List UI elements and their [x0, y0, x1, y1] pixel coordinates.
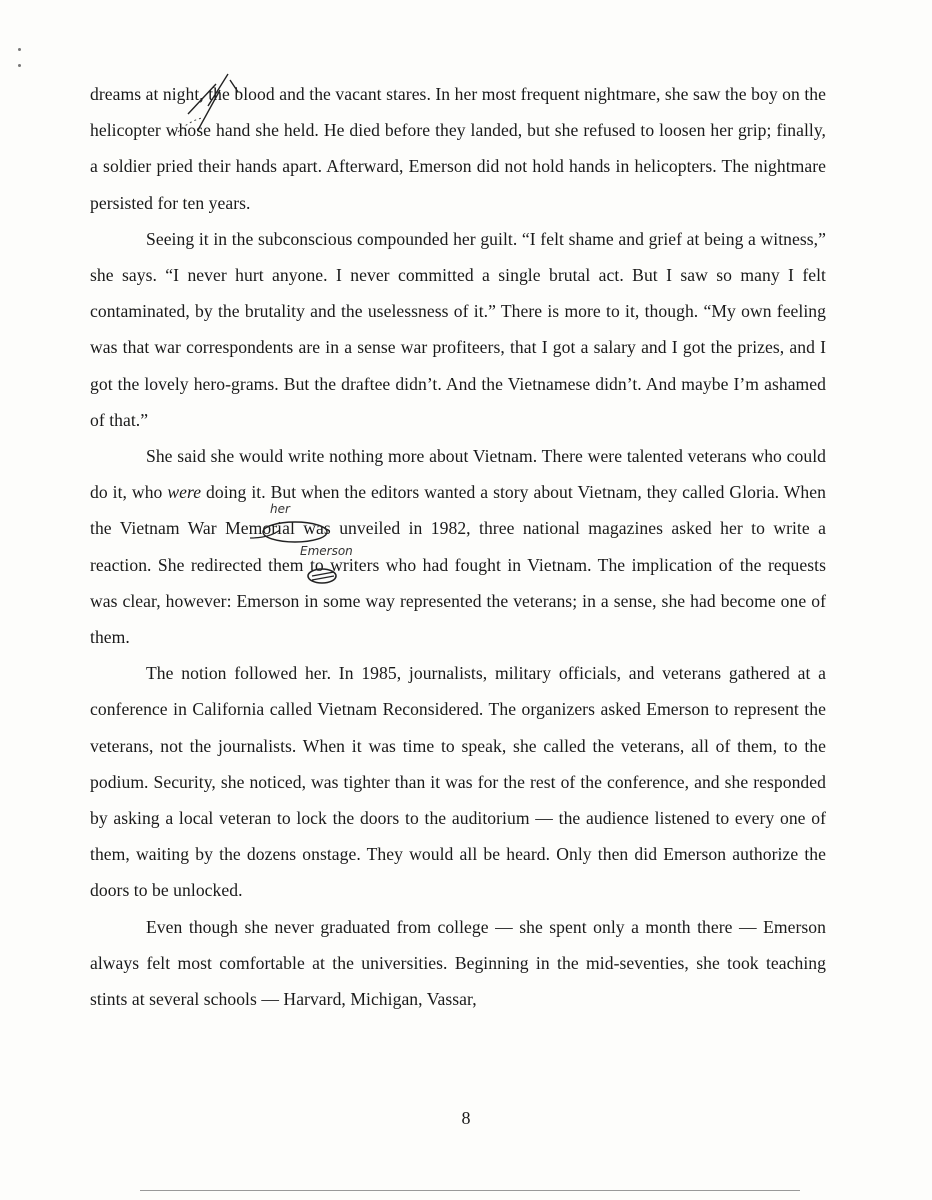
- handwritten-emerson: Emerson: [300, 544, 353, 558]
- page-number: 8: [461, 1108, 471, 1128]
- scan-speck: [18, 64, 21, 67]
- paragraph-3: [90, 438, 826, 655]
- bottom-divider: [140, 1190, 800, 1191]
- paragraph-4: The notion followed her. In 1985, journalists, military officials, and veterans gathered at a conference in California called Vietnam Reconsidered. The organizers asked Emerson to represent the veterans, not the journalists. When it was time to speak, she called the veterans, all of them, to the podium. Security, she noticed, was tighter than it was for the rest of the conference, and she responded by asking a local veteran to lock the doors to the auditorium — the audience listened to every one of them, waiting by the dozens onstage. They would all be heard. Only then did Emerson authorize the doors to be unlocked.: [90, 663, 826, 901]
- italic-were: were: [167, 482, 202, 503]
- paragraph-1: dreams at night, the blood and the vacant stares. In her most frequent nightmare, she saw the boy on the helicopter whose hand she held. He died before they landed, but she refused to loosen her grip; finally, a soldier pried their hands apart. Afterward, Emerson did not hold hands in helicopters. The nightmare persisted for ten years.: [90, 84, 826, 213]
- paragraph-5: Even though she never graduated from college — she spent only a month there — Emerson always felt most comfortable at the universities. Beginning in the mid-seventies, she took teaching stints at several schools — Harvard, Michigan, Vassar,: [90, 916, 826, 1010]
- paragraph-3-end: doing it. But when the editors wanted a story about Vietnam, they called Gloria. When the Vietnam War Memorial was unveiled in 1982, three national magazines asked her to write a reaction. She redirected them to writers who had fought in Vietnam. The implication of the requests was clear, however: Emerson in some way represented the veterans; in a sense, she had become one of them.: [90, 482, 826, 648]
- handwritten-her: her: [270, 502, 290, 516]
- scan-speck: [18, 48, 21, 51]
- body-text: [90, 76, 826, 1017]
- paragraph-3-start: She said she would write nothing more about Vietnam. There were talented veterans who could do it, who: [90, 446, 826, 503]
- paragraph-2: Seeing it in the subconscious compounded her guilt. “I felt shame and grief at being a witness,” she says. “I never hurt anyone. I never committed a single brutal act. But I saw so many I felt contaminated, by the brutality and the uselessness of it.” There is more to it, though. “My own feeling was that war correspondents are in a sense war profiteers, that I got a salary and I got the prizes, and I got the lovely hero-grams. But the draftee didn’t. And the Vietnamese didn’t. And maybe I’m ashamed of that.”: [90, 228, 826, 430]
